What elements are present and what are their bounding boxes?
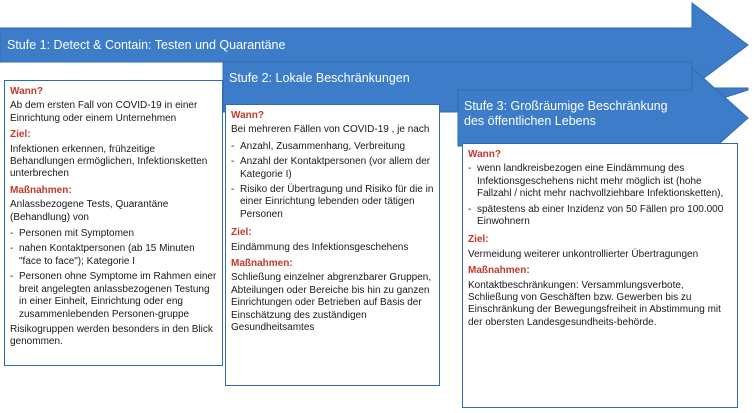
stage-2-wann-item: - Anzahl der Kontaktpersonen (vor allem der Kategorie I)	[231, 156, 434, 181]
stage-1-massnahmen-item: - nahen Kontaktpersonen (ab 15 Minuten "face to face"); Kategorie I	[10, 243, 217, 268]
stage-1-wann-text: Ab dem ersten Fall von COVID-19 in einer Einrichtung oder einem Unternehmen	[10, 100, 198, 124]
stage-1-wann-label: Wann?	[10, 86, 43, 97]
stage-3-ziel-text: Vermeidung weiterer unkontrollierter Übertragungen	[468, 248, 699, 260]
stage-2-wann-item: - Anzahl, Zusammenhang, Verbreitung	[231, 141, 434, 153]
stage-2-title: Stufe 2: Lokale Beschränkungen	[229, 71, 410, 85]
stage-3-wann-item: - wenn landkreisbezogen eine Eindämmung des Infektionsgeschehens nicht mehr möglich ist (hohe Fallzahl / nicht mehr nachvollziehbare Infektionsketten),	[468, 163, 732, 200]
stage-1-massnahmen-label: Maßnahmen:	[10, 184, 72, 196]
stage-3-massnahmen-text: Kontaktbeschränkungen: Versammlungsverbote, Schließung von Geschäften bzw. Gewerben bis zu Einschränkung der Bewegungsfreiheit in Abstimmung mit der obersten Landesgesundheits-behörde.	[468, 279, 721, 328]
stage-3-ziel-label: Ziel:	[468, 234, 489, 246]
stage-2-box	[225, 104, 440, 386]
stage-2-wann-label: Wann?	[231, 110, 264, 121]
stage-3-title: Stufe 3: Großräumige Beschränkung des öffentlichen Lebens	[464, 99, 668, 128]
stage-1-title: Stufe 1: Detect & Contain: Testen und Quarantäne	[7, 38, 286, 52]
stage-3-wann-label: Wann?	[468, 149, 501, 160]
stage-2-massnahmen-label: Maßnahmen:	[231, 258, 293, 270]
stage-2-massnahmen-text: Schließung einzelner abgrenzbarer Gruppen, Abteilungen oder Bereiche bis hin zu ganzen Einrichtungen oder Betrieben auf Basis der Einschätzung des zuständigen Gesundheitsamtes	[231, 272, 432, 334]
stage-1-massnahmen-item: - Personen ohne Symptome im Rahmen einer breit angelegten anlassbezogenen Testung in einer Einheit, Einrichtung oder eng zusammenlebenden Personen-gruppe	[10, 271, 217, 321]
stage-1-ziel-text: Infektionen erkennen, frühzeitige Behandlungen ermöglichen, Infektionsketten unterbrechen	[10, 143, 208, 180]
stage-2-wann-item: - Risiko der Übertragung und Risiko für die in einer Einrichtung lebenden oder tätigen Personen	[231, 184, 434, 221]
stage-1-box	[4, 80, 223, 366]
stage-1-massnahmen-outro: Risikogruppen werden besonders in den Blick genommen.	[10, 323, 213, 348]
stage-2-ziel-text: Eindämmung des Infektionsgeschehens	[231, 241, 409, 253]
stage-2-wann-text: Bei mehreren Fällen von COVID-19 , je nach	[231, 124, 430, 136]
stage-3-wann-item: - spätestens ab einer Inzidenz von 50 Fällen pro 100.000 Einwohnern	[468, 204, 732, 229]
stage-1-ziel-label: Ziel:	[10, 129, 31, 141]
stage-1-massnahmen-intro: Anlassbezogene Tests, Quarantäne (Behandlung) von	[10, 199, 169, 223]
stage-1-massnahmen-item: - Personen mit Symptomen	[10, 228, 217, 240]
stage-2-ziel-label: Ziel:	[231, 227, 252, 239]
stage-3-massnahmen-label: Maßnahmen:	[468, 265, 530, 277]
stage-3-box	[462, 143, 738, 408]
